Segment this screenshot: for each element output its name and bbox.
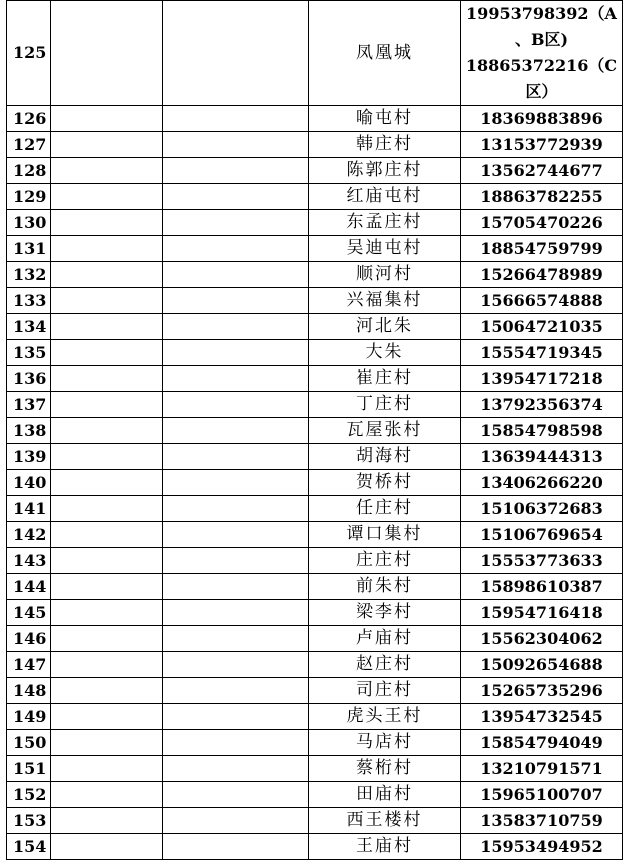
empty-cell	[51, 314, 163, 340]
table-row	[7, 262, 623, 288]
phone-line: 18865372216（C	[465, 56, 618, 75]
row-number: 135	[7, 340, 51, 366]
table-row	[7, 574, 623, 600]
row-number: 129	[7, 184, 51, 210]
village-name: 崔庄村	[309, 366, 461, 392]
empty-cell	[163, 678, 309, 704]
table-row	[7, 782, 623, 808]
village-name: 河北朱	[309, 314, 461, 340]
village-name: 谭口集村	[309, 522, 461, 548]
table-row	[7, 340, 623, 366]
empty-cell	[51, 626, 163, 652]
village-name: 西王楼村	[309, 808, 461, 834]
row-number: 134	[7, 314, 51, 340]
table-row	[7, 418, 623, 444]
table-row	[7, 106, 623, 132]
phone-number: 13153772939	[461, 132, 623, 158]
empty-cell	[163, 756, 309, 782]
village-name: 瓦屋张村	[309, 418, 461, 444]
empty-cell	[51, 782, 163, 808]
empty-cell	[51, 548, 163, 574]
empty-cell	[163, 106, 309, 132]
phone-number: 15064721035	[461, 314, 623, 340]
table-row	[7, 730, 623, 756]
empty-cell	[51, 808, 163, 834]
row-number: 131	[7, 236, 51, 262]
empty-cell	[163, 522, 309, 548]
empty-cell	[163, 548, 309, 574]
empty-cell	[163, 392, 309, 418]
row-number: 139	[7, 444, 51, 470]
village-name: 兴福集村	[309, 288, 461, 314]
table-row	[7, 1, 623, 106]
row-number: 146	[7, 626, 51, 652]
empty-cell	[51, 210, 163, 236]
table-row	[7, 600, 623, 626]
empty-cell	[163, 132, 309, 158]
table-row	[7, 808, 623, 834]
village-name: 蔡桁村	[309, 756, 461, 782]
empty-cell	[51, 262, 163, 288]
village-name: 前朱村	[309, 574, 461, 600]
phone-number: 15666574888	[461, 288, 623, 314]
phone-number: 15854798598	[461, 418, 623, 444]
phone-number: 13954717218	[461, 366, 623, 392]
phone-number: 18369883896	[461, 106, 623, 132]
empty-cell	[163, 262, 309, 288]
empty-cell	[163, 730, 309, 756]
village-name: 丁庄村	[309, 392, 461, 418]
phone-number: 13583710759	[461, 808, 623, 834]
row-number: 154	[7, 834, 51, 860]
village-name: 吴迪屯村	[309, 236, 461, 262]
row-number: 136	[7, 366, 51, 392]
phone-number: 15954716418	[461, 600, 623, 626]
table-row	[7, 834, 623, 860]
phone-number: 15953494952	[461, 834, 623, 860]
row-number: 147	[7, 652, 51, 678]
row-number: 148	[7, 678, 51, 704]
contact-table	[6, 0, 623, 860]
table-row	[7, 522, 623, 548]
town-name: 凤凰城	[309, 1, 461, 106]
row-number: 140	[7, 470, 51, 496]
table-row	[7, 132, 623, 158]
row-number: 132	[7, 262, 51, 288]
empty-cell	[51, 340, 163, 366]
empty-cell	[51, 756, 163, 782]
row-number: 153	[7, 808, 51, 834]
row-number: 126	[7, 106, 51, 132]
phone-number: 15265735296	[461, 678, 623, 704]
table-row	[7, 652, 623, 678]
empty-cell	[51, 444, 163, 470]
empty-cell	[51, 652, 163, 678]
empty-cell	[51, 522, 163, 548]
table-row	[7, 470, 623, 496]
empty-cell	[163, 444, 309, 470]
phone-number: 15092654688	[461, 652, 623, 678]
village-name: 东孟庄村	[309, 210, 461, 236]
table-row	[7, 626, 623, 652]
empty-cell	[51, 704, 163, 730]
empty-cell	[51, 600, 163, 626]
row-number: 145	[7, 600, 51, 626]
phone-number: 18863782255	[461, 184, 623, 210]
row-number: 151	[7, 756, 51, 782]
table-row	[7, 548, 623, 574]
village-name: 贺桥村	[309, 470, 461, 496]
table-row	[7, 444, 623, 470]
row-number: 141	[7, 496, 51, 522]
row-number: 128	[7, 158, 51, 184]
village-name: 顺河村	[309, 262, 461, 288]
empty-cell	[163, 366, 309, 392]
table-row	[7, 366, 623, 392]
empty-cell	[51, 392, 163, 418]
table-row	[7, 288, 623, 314]
phone-number: 15106769654	[461, 522, 623, 548]
empty-cell	[51, 366, 163, 392]
phone-number: 15898610387	[461, 574, 623, 600]
empty-cell	[51, 574, 163, 600]
empty-cell	[163, 782, 309, 808]
row-number: 152	[7, 782, 51, 808]
empty-cell	[163, 704, 309, 730]
phone-number: 15554719345	[461, 340, 623, 366]
empty-cell	[51, 418, 163, 444]
empty-cell	[51, 288, 163, 314]
village-name: 庄庄村	[309, 548, 461, 574]
empty-cell	[51, 496, 163, 522]
empty-cell	[163, 626, 309, 652]
empty-cell	[163, 574, 309, 600]
row-number: 149	[7, 704, 51, 730]
empty-cell	[163, 1, 309, 106]
village-name: 梁李村	[309, 600, 461, 626]
table-row	[7, 678, 623, 704]
empty-cell	[51, 678, 163, 704]
empty-cell	[163, 314, 309, 340]
village-name: 韩庄村	[309, 132, 461, 158]
row-number: 143	[7, 548, 51, 574]
phone-line: 区）	[525, 82, 558, 101]
table-row	[7, 392, 623, 418]
phone-number: 15553773633	[461, 548, 623, 574]
phone-number: 15562304062	[461, 626, 623, 652]
row-number: 142	[7, 522, 51, 548]
row-number: 127	[7, 132, 51, 158]
phone-line: 19953798392（A	[466, 4, 617, 23]
row-number: 150	[7, 730, 51, 756]
phone-number: 18854759799	[461, 236, 623, 262]
empty-cell	[163, 418, 309, 444]
empty-cell	[163, 236, 309, 262]
empty-cell	[51, 106, 163, 132]
table-row	[7, 158, 623, 184]
empty-cell	[51, 470, 163, 496]
empty-cell	[163, 340, 309, 366]
empty-cell	[163, 808, 309, 834]
row-number: 144	[7, 574, 51, 600]
phone-number: 13210791571	[461, 756, 623, 782]
empty-cell	[163, 288, 309, 314]
phone-line: 、B区)	[514, 30, 569, 49]
empty-cell	[51, 132, 163, 158]
row-number: 138	[7, 418, 51, 444]
village-name: 任庄村	[309, 496, 461, 522]
empty-cell	[51, 184, 163, 210]
empty-cell	[51, 158, 163, 184]
empty-cell	[163, 158, 309, 184]
empty-cell	[51, 834, 163, 860]
village-name: 虎头王村	[309, 704, 461, 730]
empty-cell	[163, 652, 309, 678]
row-number: 125	[7, 1, 51, 106]
row-number: 130	[7, 210, 51, 236]
phone-number: 13562744677	[461, 158, 623, 184]
phone-number: 15266478989	[461, 262, 623, 288]
empty-cell	[51, 1, 163, 106]
table-row	[7, 314, 623, 340]
table-row	[7, 184, 623, 210]
village-name: 红庙屯村	[309, 184, 461, 210]
table-row	[7, 210, 623, 236]
empty-cell	[163, 834, 309, 860]
empty-cell	[163, 600, 309, 626]
village-name: 胡海村	[309, 444, 461, 470]
empty-cell	[51, 236, 163, 262]
village-name: 马店村	[309, 730, 461, 756]
village-name: 卢庙村	[309, 626, 461, 652]
phone-number: 15965100707	[461, 782, 623, 808]
village-name: 陈郭庄村	[309, 158, 461, 184]
empty-cell	[163, 184, 309, 210]
phone-number: 13406266220	[461, 470, 623, 496]
table-row	[7, 236, 623, 262]
table-row	[7, 496, 623, 522]
table-row	[7, 704, 623, 730]
row-number: 137	[7, 392, 51, 418]
phone-number: 15106372683	[461, 496, 623, 522]
phone-cell	[461, 1, 623, 106]
phone-number: 13792356374	[461, 392, 623, 418]
village-name: 喻屯村	[309, 106, 461, 132]
phone-number: 15705470226	[461, 210, 623, 236]
phone-number: 13639444313	[461, 444, 623, 470]
table-body	[7, 1, 623, 860]
empty-cell	[51, 730, 163, 756]
empty-cell	[163, 496, 309, 522]
village-name: 田庙村	[309, 782, 461, 808]
village-name: 王庙村	[309, 834, 461, 860]
village-name: 司庄村	[309, 678, 461, 704]
village-name: 大朱	[309, 340, 461, 366]
row-number: 133	[7, 288, 51, 314]
table-row	[7, 756, 623, 782]
village-name: 赵庄村	[309, 652, 461, 678]
phone-number: 13954732545	[461, 704, 623, 730]
empty-cell	[163, 210, 309, 236]
phone-number: 15854794049	[461, 730, 623, 756]
empty-cell	[163, 470, 309, 496]
